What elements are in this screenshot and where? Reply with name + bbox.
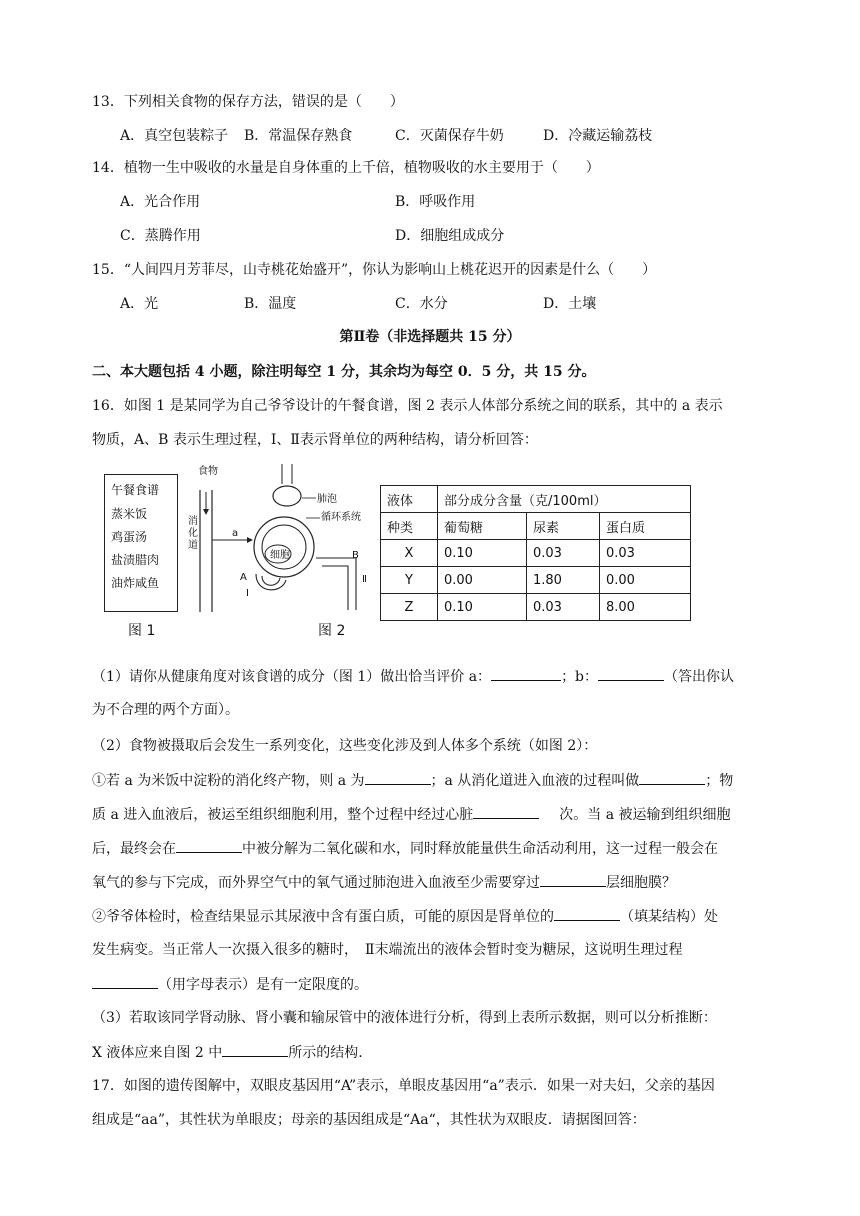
q15-stem: 15．“人间四月芳菲尽，山寺桃花始盛开”，你认为影响山上桃花迟开的因素是什么（ ） [92,262,657,278]
q15-option-d: D．土壤 [543,296,597,312]
table-row [381,594,691,621]
q13-option-c: C．灭菌保存牛奶 [395,128,504,144]
table-header-row [381,486,691,513]
q16-sub1-text-b: ；b： [561,669,599,685]
label-a: a [232,528,239,539]
q16-sub1-text-a: （1）请你从健康角度对该食谱的成分（图 1）做出恰当评价 a： [92,669,492,685]
answer-blank[interactable] [365,770,431,785]
answer-blank[interactable] [222,1042,288,1057]
q14-option-d: D．细胞组成成分 [395,228,505,244]
answer-blank[interactable] [176,838,242,853]
table-header-row [381,513,691,540]
label-alveoli: 肺泡 [317,494,337,505]
label-food: 食物 [198,466,218,477]
menu-item: 盐渍腊肉 [111,553,160,567]
label-I: Ⅰ [246,588,249,599]
label-A: A [240,572,247,583]
label-digestive-3: 道 [188,540,198,551]
table-cell: X [381,540,438,567]
q16-sub2-text: 次。当 a 被运输到组织细胞 [559,807,731,823]
figure2-caption: 图 2 [318,623,346,639]
q16-sub2-text: 层细胞膜？ [606,875,676,891]
q16-sub2-line5 [92,906,718,927]
q16-sub2-line4 [92,872,676,893]
q16-sub3-line2 [92,1042,363,1063]
answer-blank[interactable] [598,666,664,681]
label-circulation: 循环系统 [321,512,361,523]
q16-sub2-line3 [92,838,718,859]
q16-sub2-text: ①若 a 为米饭中淀粉的消化终产物，则 a 为 [92,773,365,789]
answer-blank[interactable] [92,974,158,989]
q16-sub2-text: （填某结构）处 [620,909,718,925]
table-cell: 0.10 [438,540,527,567]
q16-sub1-text-c: （答出你认 [664,669,735,685]
table-header-cell: 尿素 [527,513,600,540]
q16-sub1-line2: 为不合理的两个方面）。 [92,702,239,718]
table-cell: Y [381,567,438,594]
q15-option-b: B．温度 [244,296,297,312]
q16-sub1-line1 [92,666,734,687]
table-header-cell: 蛋白质 [600,513,691,540]
q16-sub2-line7 [92,974,368,995]
q16-sub2-intro: （2）食物被摄取后会发生一系列变化，这些变化涉及到人体多个系统（如图 2）： [92,738,598,754]
q16-sub2-text: ；a 从消化道进入血液的过程叫做 [430,773,640,789]
label-digestive-1: 消 [188,516,198,527]
table-cell: 0.03 [600,540,691,567]
q16-sub2-line6: 发生病变。当正常人一次摄入很多的糖时， Ⅱ末端流出的液体会暂时变为糖尿，这说明生理过程 [92,942,683,958]
figure1-menu-box [104,474,178,612]
label-cell: 细胞 [270,550,290,561]
q16-stem-line2: 物质，A、B 表示生理过程，Ⅰ、Ⅱ表示肾单位的两种结构，请分析回答： [92,432,538,448]
q16-sub2-text: （用字母表示）是有一定限度的。 [158,977,368,993]
table-row [381,567,691,594]
q16-sub3-line1: （3）若取该同学肾动脉、肾小囊和输尿管中的液体进行分析，得到上表所示数据，则可以分析推断： [92,1010,717,1026]
circulation-loop [254,517,314,577]
q14-option-a: A．光合作用 [120,194,201,210]
q13-stem: 13．下列相关食物的保存方法，错误的是（ ） [92,94,404,110]
q13-option-a: A．真空包装粽子 [120,128,229,144]
q16-sub2-text: ；物 [705,773,734,789]
part2-title: 第Ⅱ卷（非选择题共 15 分） [339,329,521,345]
table-header-cell: 液体 [381,486,438,513]
table-header-cell: 葡萄糖 [438,513,527,540]
q16-sub2-text: 质 a 进入血液后，被运至组织细胞利用，整个过程中经过心脏 [92,807,474,823]
table-cell: 0.10 [438,594,527,621]
label-digestive-2: 化 [188,528,198,539]
answer-blank[interactable] [473,804,539,819]
label-II: Ⅱ [362,574,367,585]
q13-option-d: D．冷藏运输荔枝 [543,128,653,144]
table-cell: 8.00 [600,594,691,621]
q14-option-c: C．蒸腾作用 [120,228,201,244]
table-row [381,540,691,567]
q16-sub2-text: 后，最终会在 [92,841,176,857]
q15-option-c: C．水分 [395,296,448,312]
table-header-cell: 部分成分含量（克/100ml） [438,486,691,513]
figure2-diagram [186,462,378,614]
composition-table [380,485,691,621]
table-cell: 0.03 [527,540,600,567]
menu-item: 油炸咸鱼 [111,576,160,590]
q16-sub2-text: 氧气的参与下完成，而外界空气中的氧气通过肺泡进入血液至少需要穿过 [92,875,540,891]
label-B: B [352,550,359,561]
q16-sub2-text: ②爷爷体检时，检查结果显示其尿液中含有蛋白质，可能的原因是肾单位的 [92,909,554,925]
table-header-cell: 种类 [381,513,438,540]
table-cell: Z [381,594,438,621]
section2-intro: 二、本大题包括 4 小题，除注明每空 1 分，其余均为每空 0．5 分，共 15 分。 [92,364,596,380]
q17-line1: 17．如图的遗传图解中，双眼皮基因用“A”表示，单眼皮基因用“a”表示．如果一对夫妇，父亲的基因 [92,1078,715,1094]
menu-item: 蒸米饭 [111,507,148,521]
q16-sub2-line1 [92,770,733,791]
q13-option-b: B．常温保存熟食 [244,128,353,144]
menu-item: 午餐食谱 [111,483,160,497]
alveoli-shape [273,486,301,506]
figure1-caption: 图 1 [128,623,156,639]
table-cell: 0.00 [438,567,527,594]
answer-blank[interactable] [639,770,705,785]
q16-sub3-text: X 液体应来自图 2 中 [92,1045,223,1061]
q16-sub3-text: 所示的结构. [288,1045,363,1061]
table-cell: 0.00 [600,567,691,594]
answer-blank[interactable] [554,906,620,921]
menu-item: 鸡蛋汤 [111,530,148,544]
q14-option-b: B．呼吸作用 [395,194,476,210]
q16-sub2-line2 [92,804,731,825]
answer-blank[interactable] [540,872,606,887]
table-cell: 0.03 [527,594,600,621]
table-cell: 1.80 [527,567,600,594]
q14-stem: 14．植物一生中吸收的水量是自身体重的上千倍，植物吸收的水主要用于（ ） [92,160,600,176]
q17-line2: 组成是“aa”，其性状为单眼皮；母亲的基因组成是“Aa“，其性状为双眼皮．请据图回答： [92,1112,646,1128]
q16-stem-line1: 16．如图 1 是某同学为自己爷爷设计的午餐食谱，图 2 表示人体部分系统之间的联系，其中的 a 表示 [92,398,723,414]
q15-option-a: A．光 [120,296,159,312]
q16-sub2-text: 中被分解为二氧化碳和水，同时释放能量供生命活动利用，这一过程一般会在 [242,841,718,857]
answer-blank[interactable] [491,666,561,681]
